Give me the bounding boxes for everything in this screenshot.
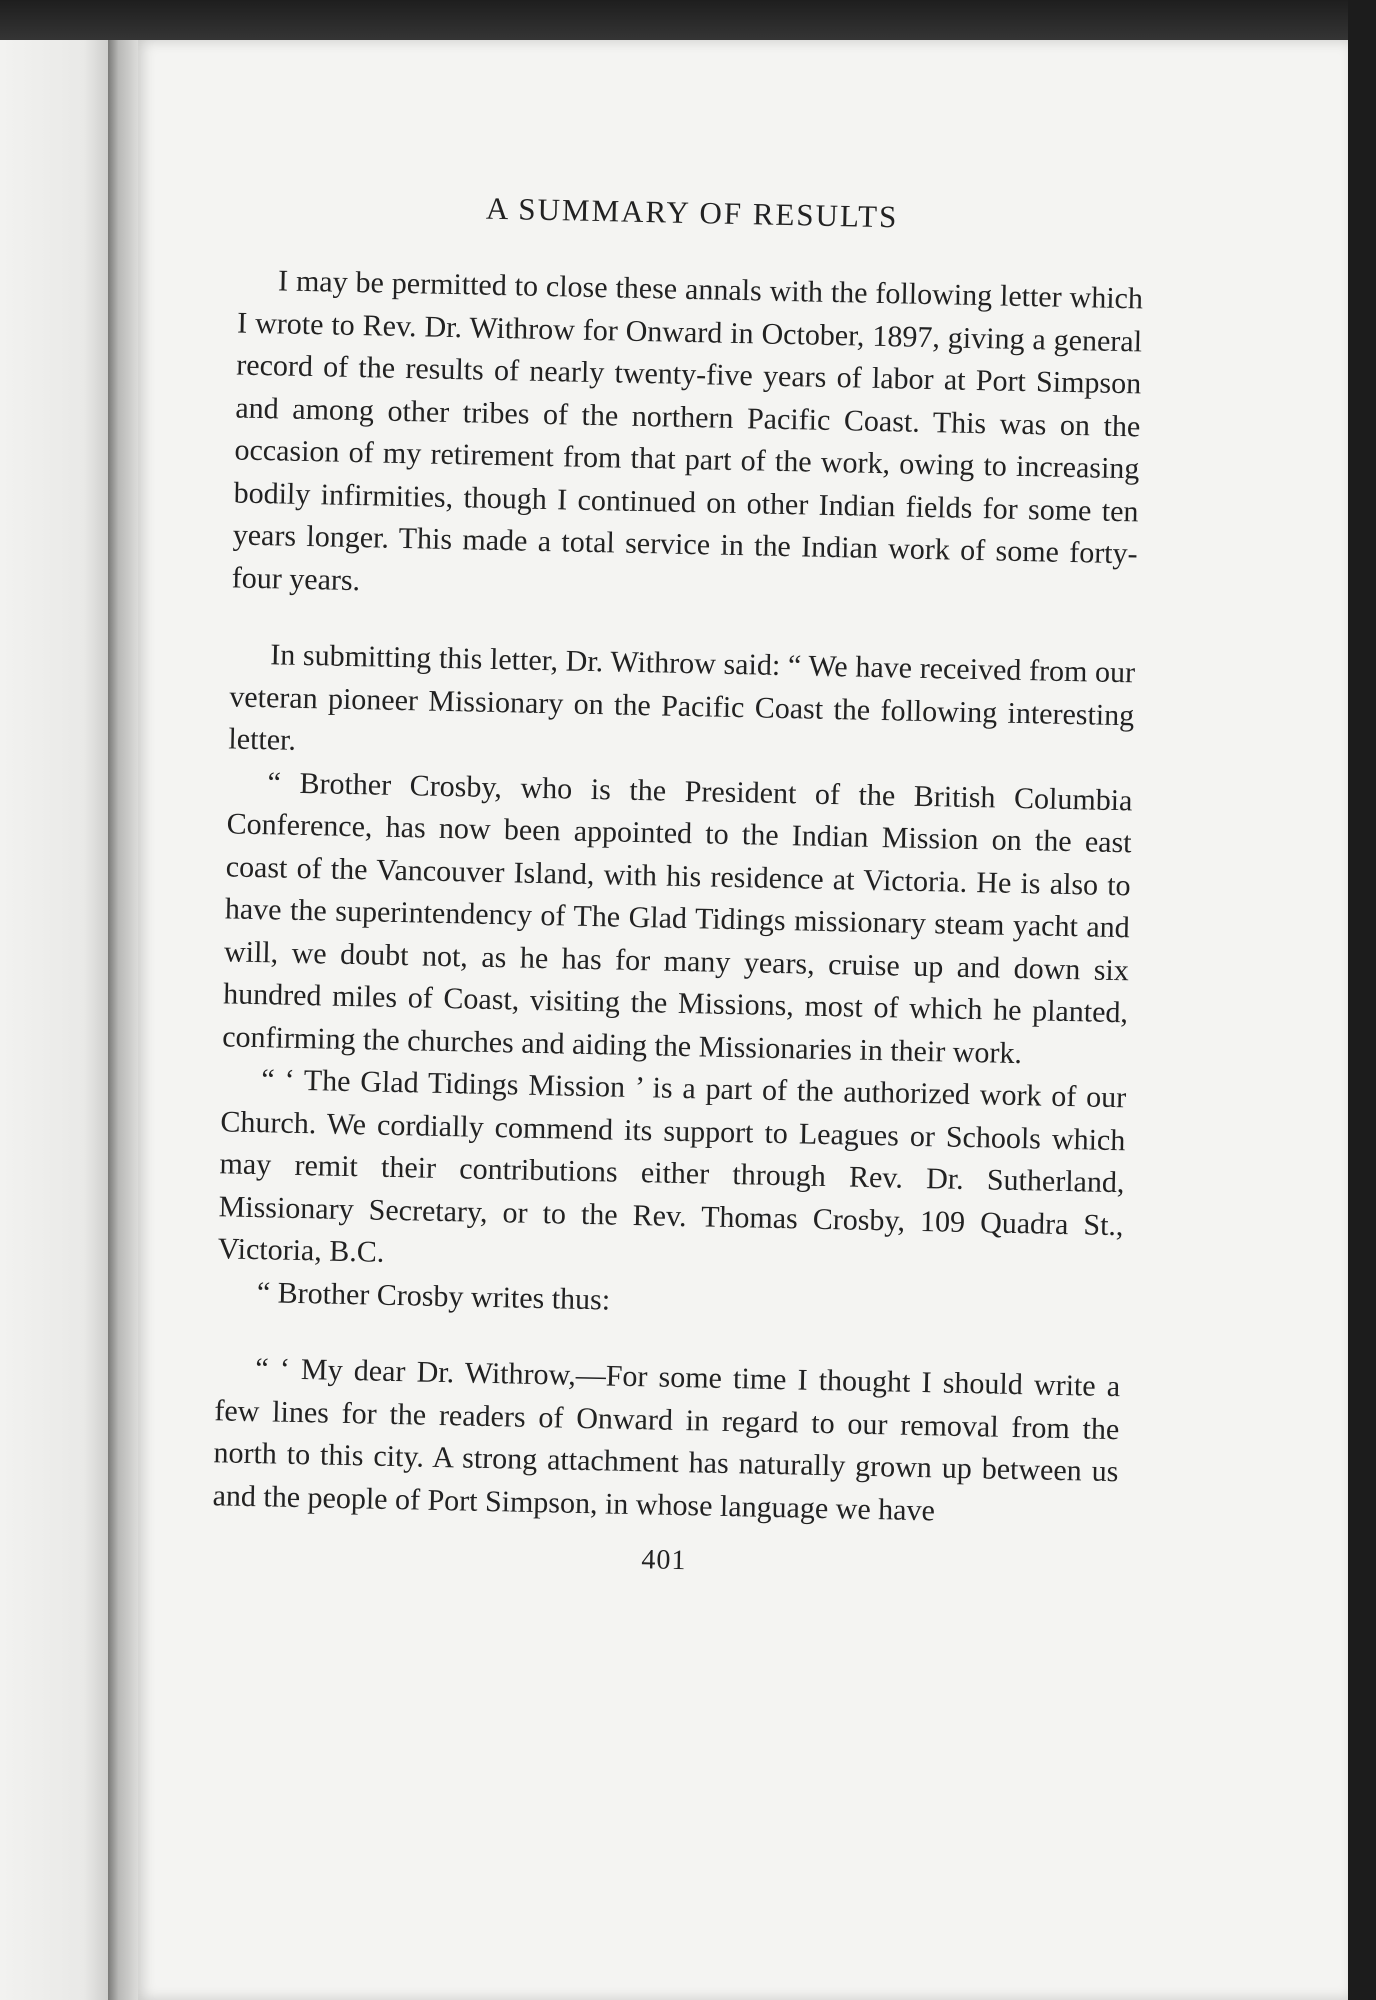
book-spine-shadow (108, 40, 138, 2000)
paragraph-brother-crosby: “ Brother Crosby, who is the President of the British Columbia Conference, has now been appointed to the Indian Mission on the east coast of the Vancouver Island, with his residence at Victoria. He is also to have the superintendency of The Glad Tidings missionary steam yacht and will, we doubt not, as he has for many years, cruise up and down six hundred miles of Coast, visiting the Missions, most of which he planted, confirming the churches and aiding the Missionaries in their work. (221, 765, 1133, 1070)
paragraph-intro: I may be permitted to close these annals with the following letter which I wrote to Rev. Dr. Withrow for Onward in October, 1897, giving a general record of the results of nearly twenty-five years of labor at Port Simpson and among other tribes of the northern Pacific Coast. This was on the occasion of my retirement from that part of the work, owing to increasing bodily infirmities, though I continued on other Indian fields for some ten years longer. This made a total service in the Indian work of some forty-four years. (231, 264, 1144, 597)
paragraph-glad-tidings: “ ‘ The Glad Tidings Mission ’ is a part of the authorized work of our Church. We cordially commend its support to Leagues or Schools which may remit their contributions either through Rev. Dr. Sutherland, Missionary Secretary, or to the Rev. Thomas Crosby, 109 Quadra St., Victoria, B.C. (217, 1063, 1127, 1269)
paragraph-letter-opening: “ ‘ My dear Dr. Withrow,—For some time I thought I should write a few lines for the readers of Onward in regard to our removal from the north to this city. A strong attachment has naturally grown up between us and the people of Port Simpson, in whose language we have (212, 1352, 1121, 1527)
scan-background-right (1348, 0, 1376, 2000)
paragraph-withrow-said: In submitting this letter, Dr. Withrow said: “ We have received from our veteran pioneer Missionary on the Pacific Coast the following interesting letter. (228, 638, 1136, 757)
page-number: 401 (641, 1544, 687, 1577)
chapter-title: A SUMMARY OF RESULTS (485, 190, 899, 235)
page-content (211, 186, 1145, 1587)
facing-page-edge (0, 40, 120, 2000)
paragraph-writes-thus: “ Brother Crosby writes thus: (256, 1275, 611, 1317)
